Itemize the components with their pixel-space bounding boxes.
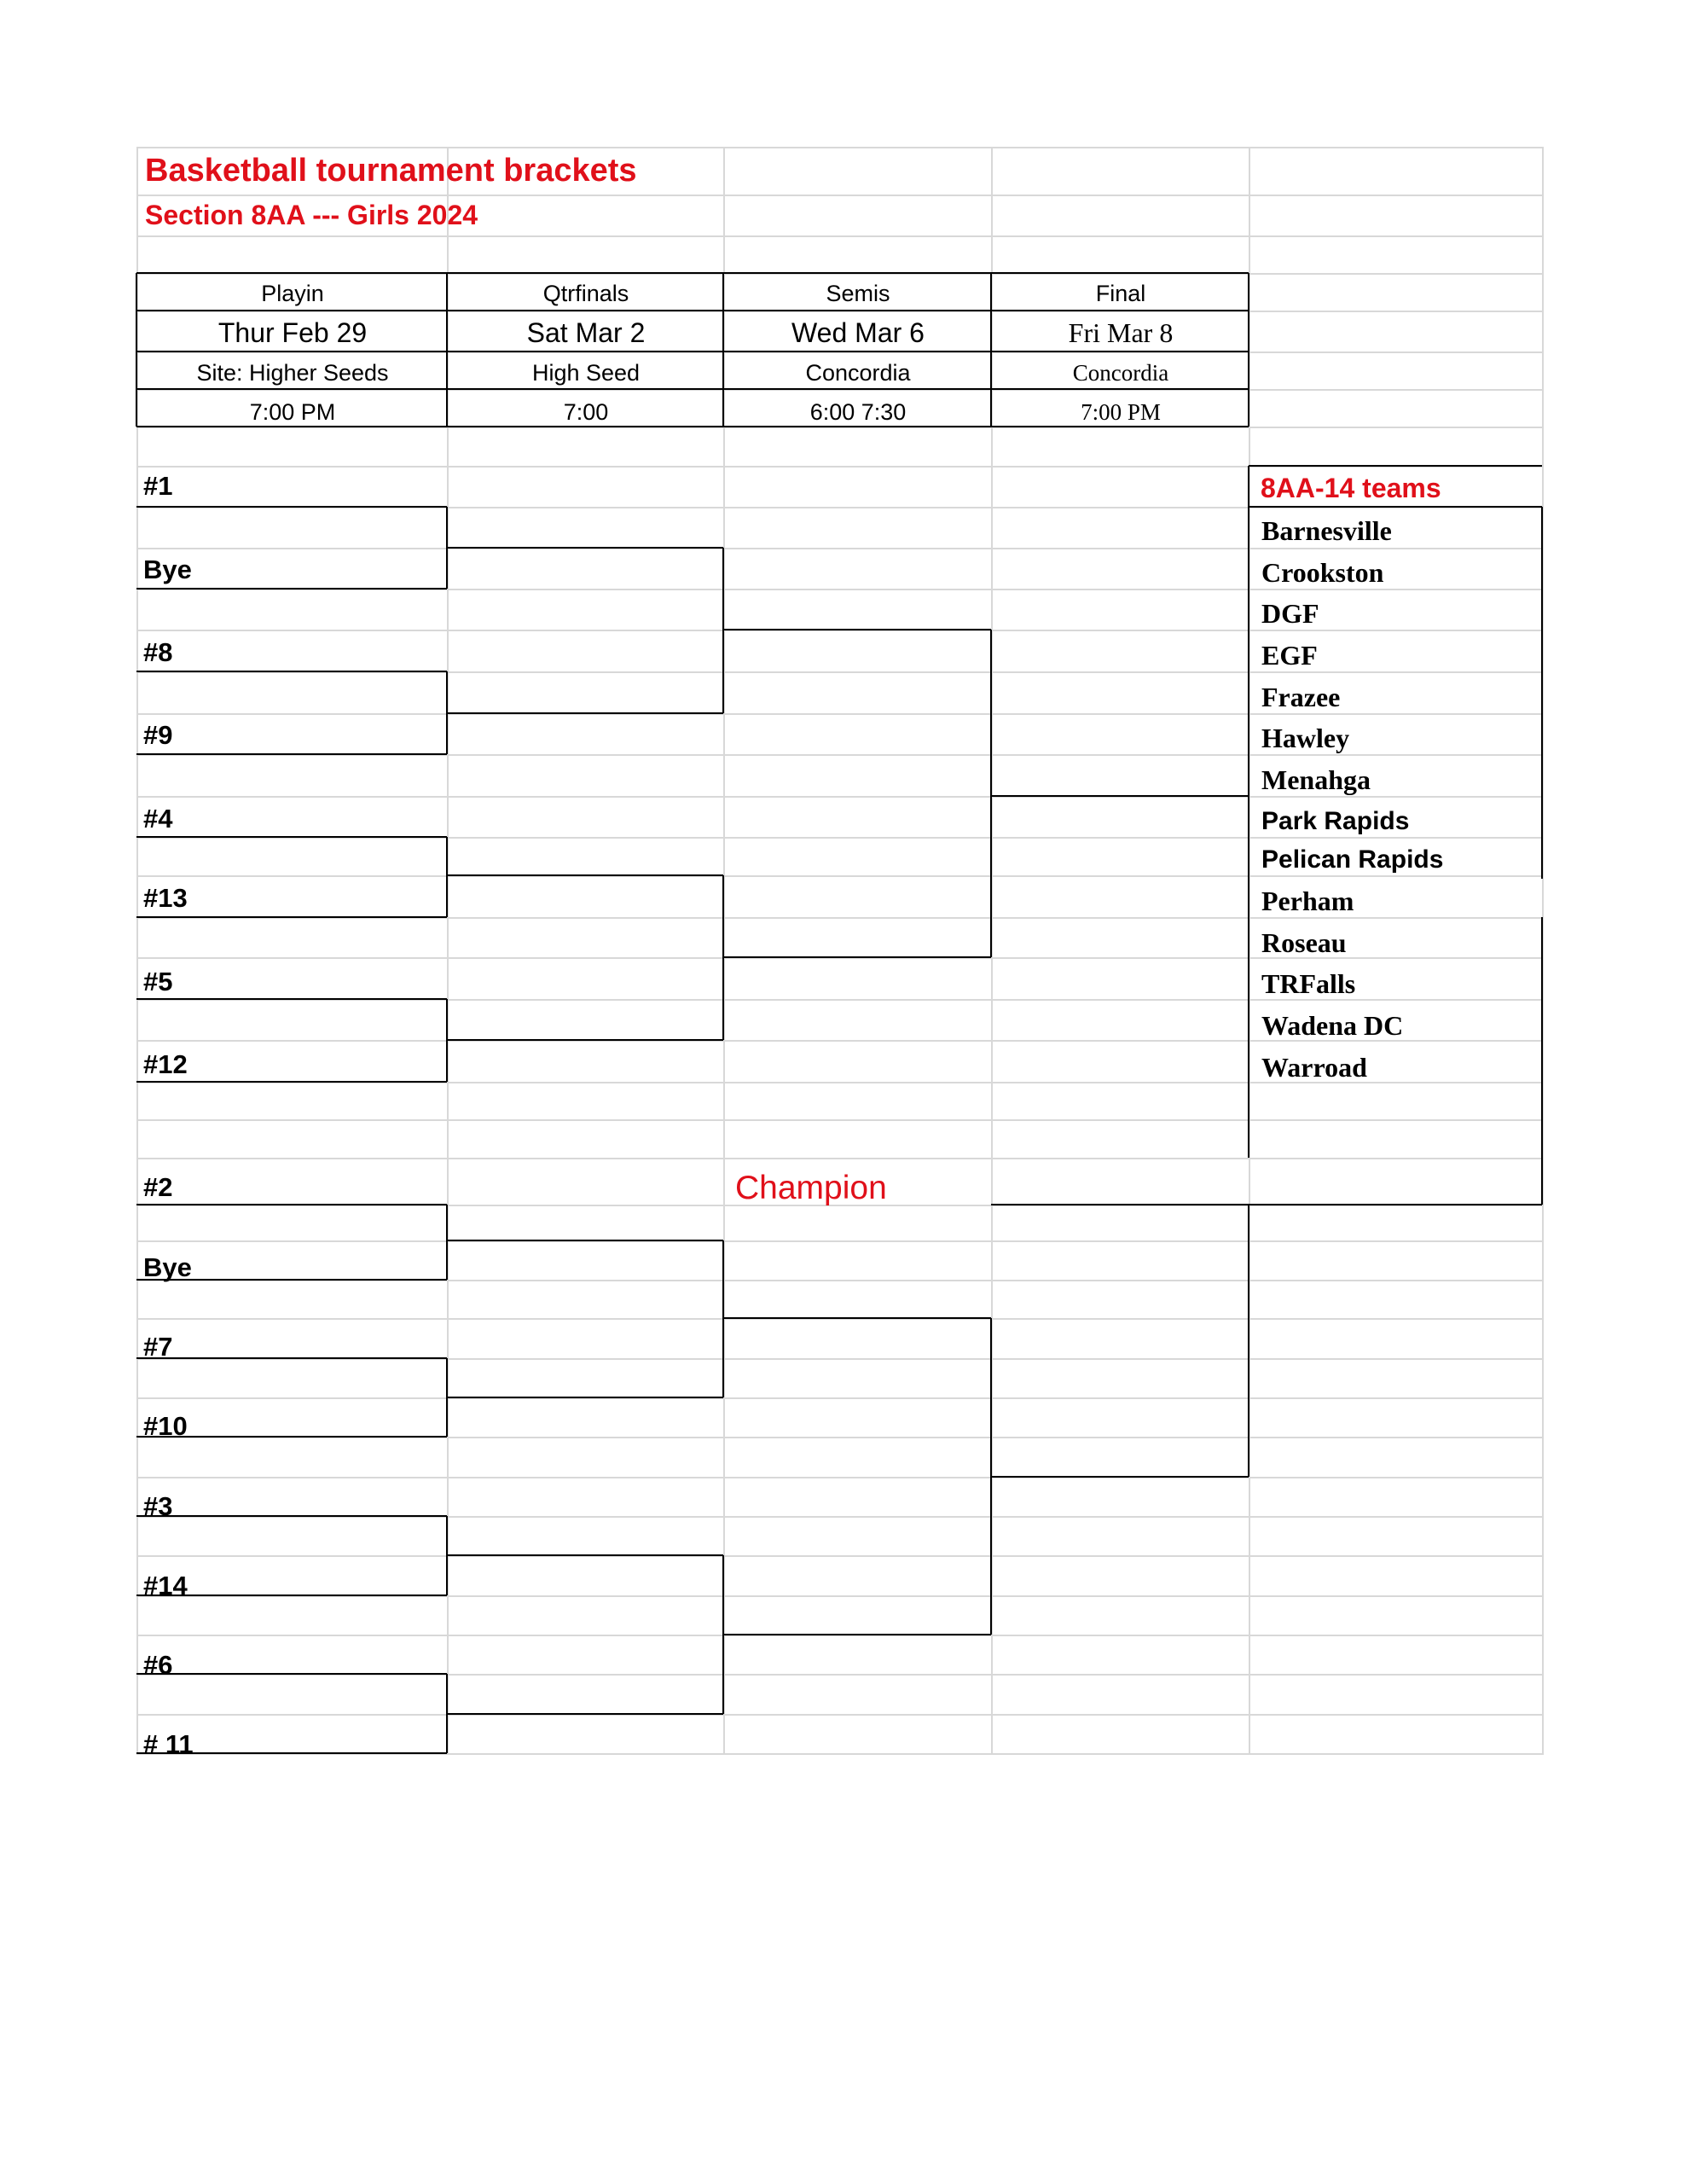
grid-line-horizontal [136, 796, 1542, 798]
bracket-line [136, 1673, 447, 1675]
bracket-line [723, 1317, 991, 1319]
bracket-line [446, 1205, 448, 1280]
team-name: Barnesville [1261, 515, 1392, 546]
bracket-line [447, 1397, 723, 1398]
bracket-line [723, 1634, 991, 1635]
bracket-line [136, 351, 1249, 352]
grid-line-horizontal [136, 147, 1542, 148]
round-time-semis: 6:00 7:30 [809, 399, 907, 425]
seed-slot: # 11 [143, 1729, 194, 1759]
seed-slot: #4 [143, 804, 173, 834]
page-subtitle: Section 8AA --- Girls 2024 [145, 200, 478, 230]
grid-line-horizontal [136, 1119, 1542, 1121]
grid-line-horizontal [136, 713, 1542, 715]
grid-line-horizontal [136, 875, 1542, 877]
bracket-line [1248, 1205, 1249, 1477]
bracket-line [722, 548, 724, 713]
champion-label: Champion [735, 1170, 887, 1206]
bracket-line [136, 426, 1249, 427]
bracket-line [136, 388, 1249, 390]
bracket-line [1541, 507, 1543, 879]
grid-line-horizontal [136, 1477, 1542, 1478]
seed-slot: Bye [143, 555, 192, 584]
grid-line-horizontal [136, 1397, 1542, 1399]
round-date-playin: Thur Feb 29 [217, 317, 368, 348]
bracket-line [991, 795, 1249, 797]
bracket-line [136, 671, 447, 672]
bracket-line [723, 629, 991, 630]
bracket-line [723, 956, 991, 958]
team-name: Frazee [1261, 682, 1341, 712]
team-name: Hawley [1261, 723, 1350, 753]
round-name-playin: Playin [261, 281, 324, 306]
bracket-line [136, 1357, 447, 1359]
team-name: Pelican Rapids [1261, 845, 1444, 874]
seed-slot: #13 [143, 883, 188, 913]
bracket-line [136, 273, 137, 427]
round-time-qtrfinals: 7:00 [563, 399, 609, 425]
bracket-line [1248, 466, 1249, 1158]
round-site-qtrfinals: High Seed [531, 360, 641, 386]
team-name: Wadena DC [1261, 1010, 1404, 1041]
bracket-line [136, 998, 447, 1000]
bracket-line [136, 1204, 447, 1205]
bracket-line [1249, 465, 1542, 467]
bracket-line [447, 1039, 723, 1041]
round-date-final: Fri Mar 8 [1068, 317, 1174, 348]
bracket-line [136, 310, 1249, 311]
round-site-final: Concordia [1072, 360, 1169, 386]
bracket-line [447, 1554, 723, 1556]
seed-slot: Bye [143, 1252, 192, 1282]
team-name: TRFalls [1261, 968, 1356, 999]
round-time-final: 7:00 PM [1081, 399, 1161, 425]
bracket-line [1541, 917, 1543, 1205]
grid-line-horizontal [136, 548, 1542, 549]
team-name: DGF [1261, 598, 1319, 629]
bracket-line [447, 1713, 723, 1715]
page-title: Basketball tournament brackets [145, 153, 637, 189]
seed-slot: #12 [143, 1049, 188, 1079]
round-date-qtrfinals: Sat Mar 2 [526, 317, 646, 348]
teams-header: 8AA-14 teams [1261, 473, 1441, 503]
round-site-semis: Concordia [805, 360, 911, 386]
bracket-line [447, 712, 723, 714]
bracket-line [447, 874, 723, 876]
bracket-line [136, 588, 447, 590]
bracket-line [136, 836, 447, 838]
bracket-line [722, 1240, 724, 1397]
team-name: Roseau [1261, 927, 1347, 958]
team-name: EGF [1261, 640, 1318, 671]
seed-slot: #5 [143, 967, 173, 996]
round-site-playin: Site: Higher Seeds [196, 360, 389, 386]
grid-line-horizontal [136, 1240, 1542, 1242]
team-name: Park Rapids [1261, 807, 1410, 835]
grid-line-horizontal [136, 1555, 1542, 1557]
seed-slot: #14 [143, 1571, 188, 1600]
bracket-line [136, 916, 447, 918]
grid-line-horizontal [136, 1158, 1542, 1159]
bracket-line [446, 837, 448, 917]
bracket-line [991, 1204, 1542, 1205]
bracket-line [447, 547, 723, 549]
round-name-final: Final [1095, 281, 1146, 306]
bracket-line [1249, 506, 1542, 508]
team-name: Crookston [1261, 557, 1384, 588]
bracket-line [136, 753, 447, 755]
grid-line-horizontal [136, 1714, 1542, 1716]
seed-slot: #6 [143, 1650, 173, 1680]
bracket-line [991, 1476, 1249, 1478]
seed-slot: #7 [143, 1332, 173, 1362]
round-name-semis: Semis [826, 281, 890, 306]
team-name: Warroad [1261, 1052, 1367, 1083]
bracket-line [136, 1515, 447, 1517]
team-name: Menahga [1261, 764, 1371, 795]
bracket-line [990, 630, 992, 957]
seed-slot: #9 [143, 720, 173, 750]
grid-line-horizontal [136, 235, 1542, 237]
round-time-playin: 7:00 PM [249, 399, 336, 425]
bracket-line [136, 272, 1249, 274]
seed-slot: #10 [143, 1411, 188, 1441]
bracket-line [136, 506, 447, 508]
grid-line-horizontal [136, 195, 1542, 196]
seed-slot: #3 [143, 1491, 173, 1521]
team-name: Perham [1261, 886, 1354, 916]
round-date-semis: Wed Mar 6 [791, 317, 925, 348]
bracket-line [447, 1240, 723, 1241]
seed-slot: #8 [143, 637, 173, 667]
seed-slot: #1 [143, 471, 173, 501]
round-name-qtrfinals: Qtrfinals [542, 281, 629, 306]
bracket-line [136, 1081, 447, 1083]
seed-slot: #2 [143, 1172, 173, 1202]
